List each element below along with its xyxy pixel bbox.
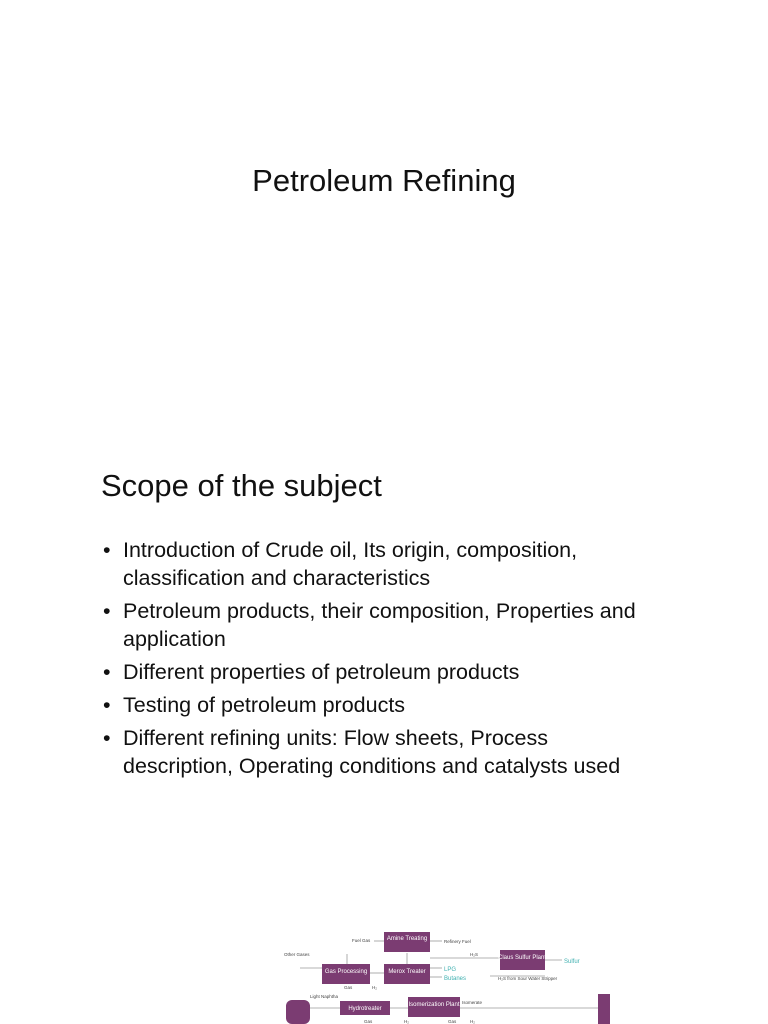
refinery-fuel-label: Refinery Fuel [444,939,471,944]
bullet-text: Different properties of petroleum products [123,660,520,684]
bullet-text: Different refining units: Flow sheets, Process description, Operating conditions and catalysts used [123,726,621,778]
hydrogen-label: H₂ [404,1019,409,1024]
hydrogen-label: H₂ [372,985,377,990]
fuel-gas-label: Fuel Gas [352,938,371,943]
bullet-text: Introduction of Crude oil, Its origin, composition, classification and characteristics [123,538,578,590]
bullet-item [101,658,661,686]
distillation-column-shape [286,1000,310,1024]
isomerization-box [408,997,460,1017]
scope-bullet-list [101,536,661,785]
gas-label: Gas [448,1019,457,1024]
hydrotreater-box [340,1001,390,1015]
unit-edge-shape [598,994,610,1024]
gas-label: Gas [344,985,353,990]
h2s-sour-water-label: H₂S from Sour Water Stripper [498,976,558,981]
bullet-text: Petroleum products, their composition, Properties and application [123,599,636,651]
hydrotreater-label: Hydrotreater [348,1006,382,1012]
bullet-item [101,724,661,780]
merox-treater-label: Merox Treater [388,969,426,975]
claus-sulfur-box [498,950,546,970]
lpg-product-label: LPG [444,967,457,973]
bullet-glyph: • [103,599,111,623]
hydrogen-label: H₂ [470,1019,475,1024]
bullet-text: Testing of petroleum products [123,693,406,717]
amine-treating-label: Amine Treating [386,936,428,942]
amine-treating-box [384,932,430,952]
gas-processing-box [322,964,370,984]
gas-processing-label: Gas Processing [324,969,368,975]
bullet-item [101,536,661,592]
bullet-glyph: • [103,693,111,717]
merox-treater-box [384,964,430,984]
bullet-glyph: • [103,726,111,750]
refinery-flow-diagram [280,928,610,1024]
isomerate-label: Isomerate [462,1000,483,1005]
h2s-label: H₂S [470,952,478,957]
bullet-glyph: • [103,660,111,684]
claus-sulfur-label: Claus Sulfur Plant [497,955,547,961]
bullet-item [101,597,661,653]
sulfur-product-label: Sulfur [564,959,580,965]
section-heading: Scope of the subject [101,468,382,503]
light-naphtha-label: Light Naphtha [310,994,339,999]
bullet-item [101,691,661,719]
gas-label: Gas [364,1019,373,1024]
slide-title: Petroleum Refining [252,163,516,198]
bullet-glyph: • [103,538,111,562]
other-gases-label: Other Gases [284,952,310,957]
isomerization-label: Isomerization Plant [408,1002,460,1008]
butanes-product-label: Butanes [444,976,467,982]
